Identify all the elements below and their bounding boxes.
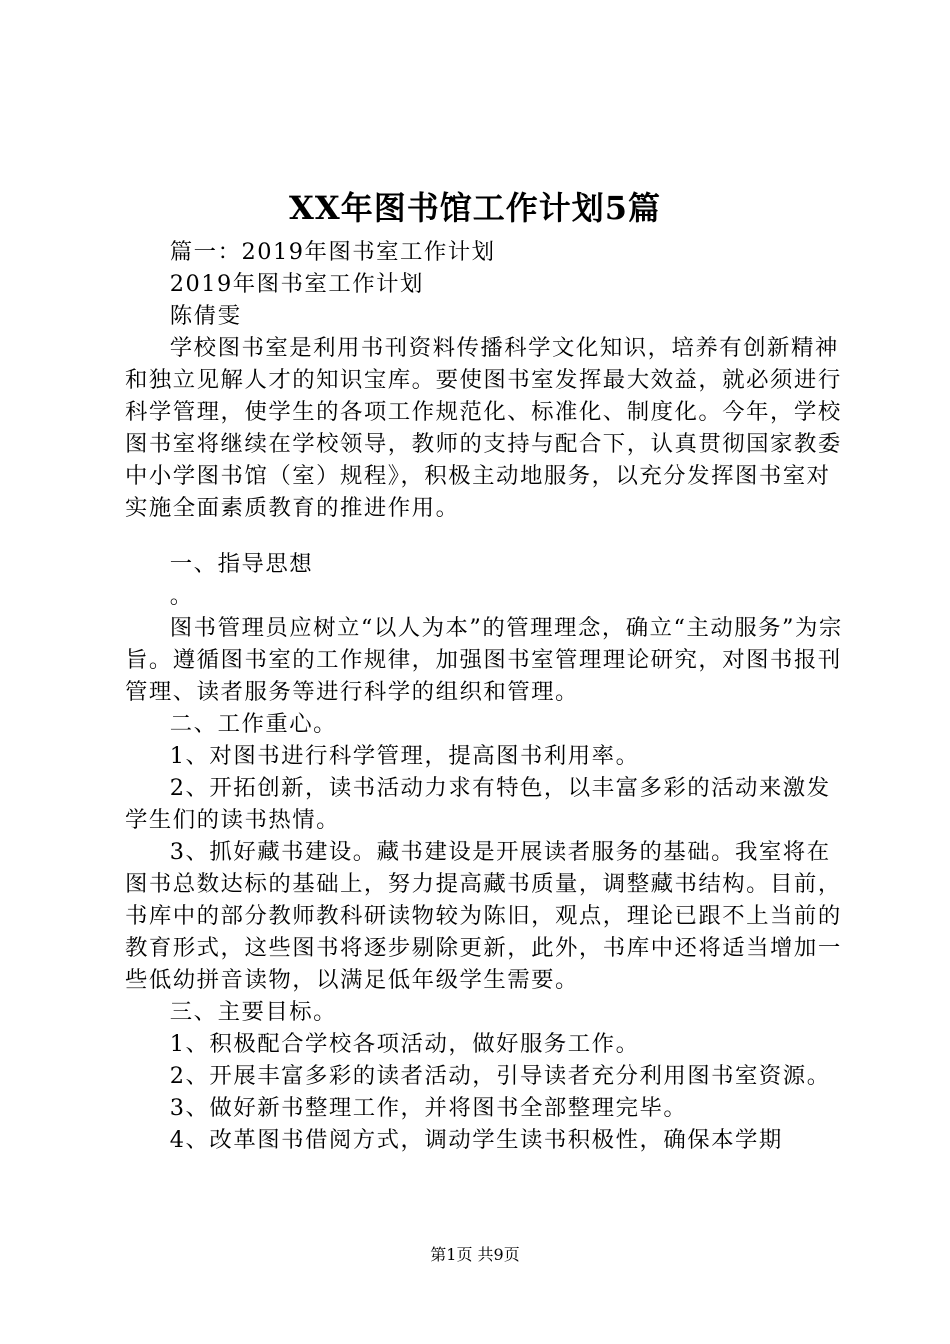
list-item: 2、开展丰富多彩的读者活动，引导读者充分利用图书室资源。: [169, 1063, 831, 1089]
list-item: 1、对图书进行科学管理，提高图书利用率。: [169, 743, 640, 769]
list-item: 2、开拓创新，读书活动力求有特色，以丰富多彩的活动来激发学生们的读书热情。: [125, 775, 831, 833]
list-item: 3、抓好藏书建设。藏书建设是开展读者服务的基础。我室将在图书总数达标的基础上，努力提高藏书质量，调整藏书结构。目前，书库中的部分教师教科研读物较为陈旧，观点，理论已跟不上当前的教育形式，这些图书将逐步剔除更新，此外，书库中还将适当增加一些低幼拼音读物，以满足低年级学生需要。: [125, 839, 842, 993]
body-paragraph: 。: [169, 583, 194, 609]
page-number: 第1页 共9页: [430, 1245, 520, 1264]
section-heading: 篇一：2019年图书室工作计划: [169, 239, 496, 265]
body-paragraph: 图书管理员应树立“以人为本”的管理理念，确立“主动服务”为宗旨。遵循图书室的工作规律，加强图书室管理理论研究，对图书报刊管理、读者服务等进行科学的组织和管理。: [125, 615, 843, 705]
body-paragraph: 学校图书室是利用书刊资料传播科学文化知识，培养有创新精神和独立见解人才的知识宝库。要使图书室发挥最大效益，就必须进行科学管理，使学生的各项工作规范化、标准化、制度化。今年，学校图书室将继续在学校领导，教师的支持与配合下，认真贯彻国家教委中小学图书馆（室）规程》，积极主动地服务，以充分发挥图书室对实施全面素质教育的推进作用。: [125, 335, 842, 521]
list-item: 4、改革图书借阅方式，调动学生读书积极性，确保本学期: [169, 1127, 783, 1153]
list-item: 3、做好新书整理工作，并将图书全部整理完毕。: [169, 1095, 688, 1121]
author-name: 陈倩雯: [169, 303, 242, 329]
document-title: XX年图书馆工作计划5篇: [289, 189, 661, 227]
section-heading: 三、主要目标。: [169, 999, 338, 1025]
section-heading: 二、工作重心。: [169, 711, 338, 737]
document-body: [125, 236, 850, 1156]
sub-title: 2019年图书室工作计划: [169, 271, 424, 297]
list-item: 1、积极配合学校各项活动，做好服务工作。: [169, 1031, 640, 1057]
section-heading: 一、指导思想: [169, 551, 314, 577]
